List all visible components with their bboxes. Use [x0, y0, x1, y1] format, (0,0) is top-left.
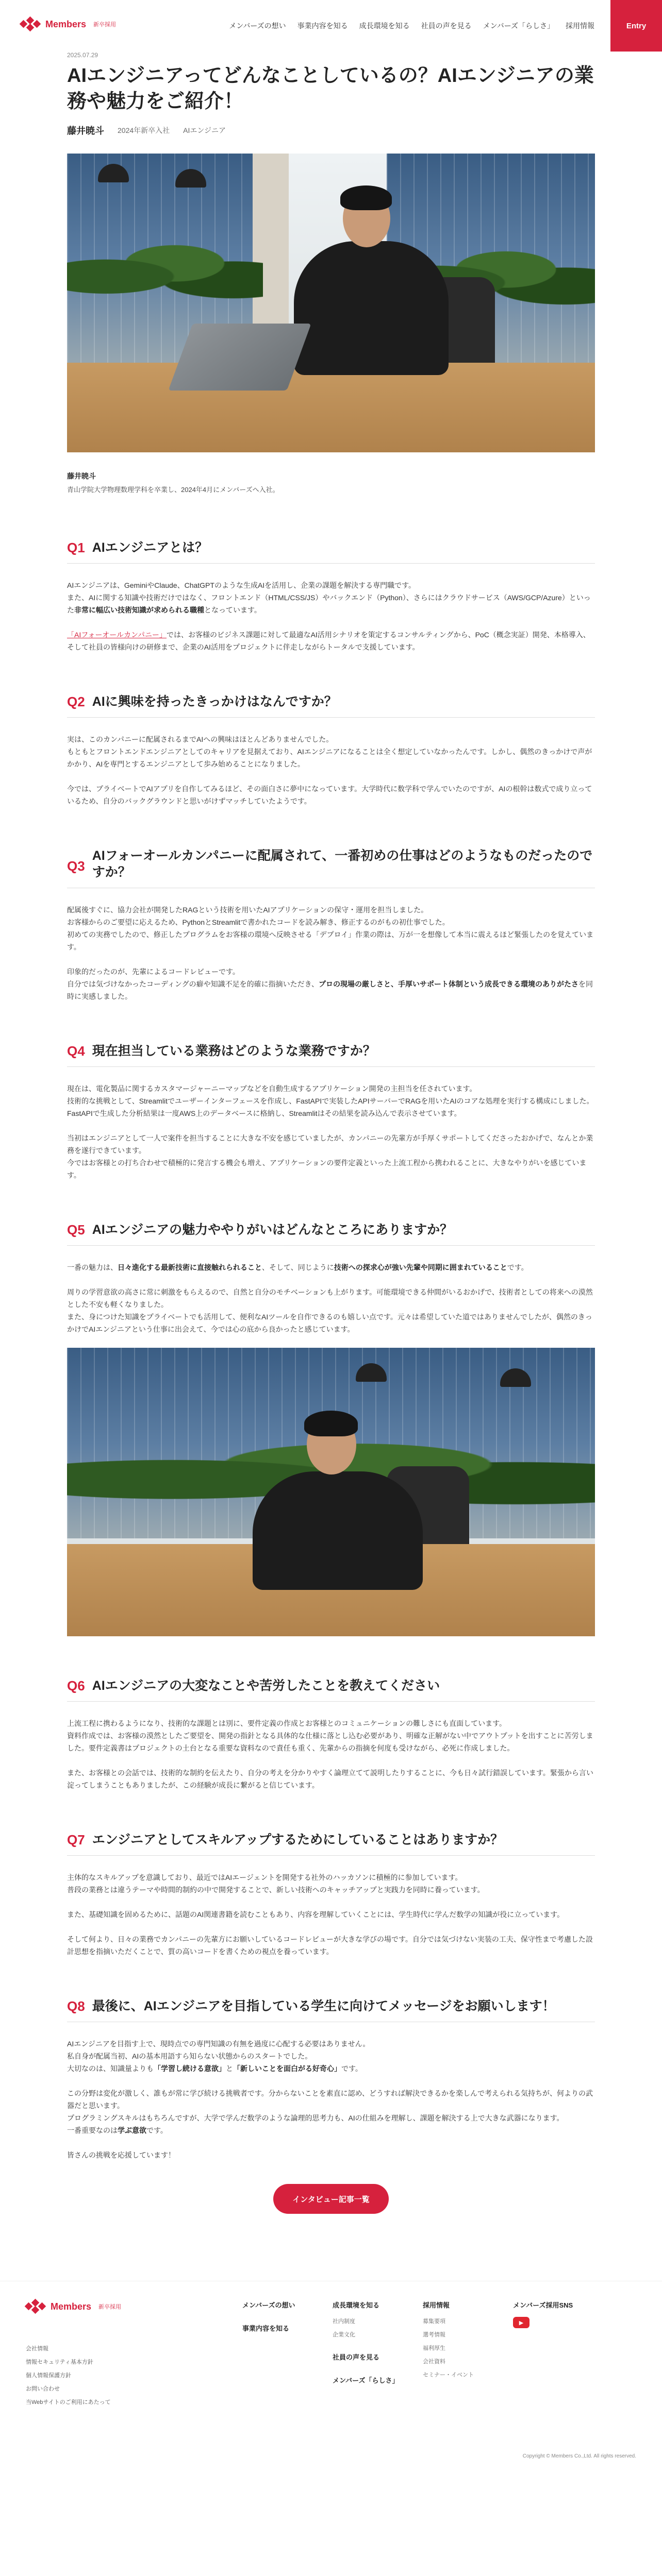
question-8: [67, 1998, 595, 2161]
answer-paragraph: 上流工程に携わるようになり、技術的な課題とは別に、要件定義の作成とお客様とのコミュニケーションの難しさにも直面しています。 資料作成では、お客様の漠然としたご要望を、開発の指針となる具体的な仕様に落とし込む必要があり、明確な正解がない中でアウトプットを出すことに苦労しました。要件定義書はプロジェクトの土台となる重要な資料なので責任も重く、先輩からの指摘を何度も受けながら、必死に作成しました。: [67, 1719, 593, 1752]
nav-item-business[interactable]: 事業内容を知る: [297, 22, 348, 30]
footer-link-company[interactable]: 会社情報: [26, 2346, 48, 2352]
question-number: Q8: [67, 1998, 85, 2014]
copyright: Copyright © Members Co.,Ltd. All rights reserved.: [522, 2453, 636, 2459]
question-5: [67, 1222, 595, 1335]
question-number: Q1: [67, 540, 85, 555]
footer-title-business[interactable]: 事業内容を知る: [242, 2325, 290, 2332]
main-nav: [223, 21, 600, 31]
footer-link-terms[interactable]: 当Webサイトのご利用にあたって: [26, 2399, 111, 2405]
footer-item-materials[interactable]: 会社資料: [423, 2359, 445, 2365]
answer-paragraph: また、お客様との会話では、技術的な制約を伝えたり、自分の考えを分かりやすく論理立てて説明したりすることに、今も日々試行錯誤しています。緊張から言い淀ってしまうこともありましたが、この経験が成長に繋がると信じています。: [67, 1769, 593, 1789]
answer-paragraph: 当初はエンジニアとして一人で案件を担当することに大きな不安を感じていましたが、カンパニーの先輩方が手厚くサポートしてくださったおかげで、なんとか業務を遂行できています。 今ではお客様との打ち合わせで積極的に発言する機会も増え、アプリケーションの要件定義といった上流工程から携われることに、大きなやりがいを感じています。: [67, 1134, 593, 1179]
logo-mark-icon: [26, 2300, 45, 2313]
author-role: AIエンジニア: [183, 126, 226, 134]
question-number: Q4: [67, 1043, 85, 1059]
footer-link-privacy[interactable]: 個人情報保護方針: [26, 2372, 71, 2379]
nav-item-philosophy[interactable]: メンバーズの想い: [229, 22, 286, 30]
footer-item-selection[interactable]: 選考情報: [423, 2332, 445, 2338]
answer-paragraph: 「AIフォーオールカンパニー」では、お客様のビジネス課題に対して最適なAI活用シナリオを策定するコンサルティングから、PoC（概念実証）開発、本格導入、そして社員の皆様向けの研修まで、企業のAI活用をプロジェクトに伴走しながらトータルで支援しています。: [67, 631, 590, 651]
footer-logo[interactable]: [26, 2300, 242, 2313]
article-date: 2025.07.29: [67, 52, 98, 59]
nav-item-growth[interactable]: 成長環境を知る: [359, 22, 410, 30]
question-heading: [67, 1998, 595, 2022]
question-7: [67, 1832, 595, 1958]
question-title: AIエンジニアの大変なことや苦労したことを教えてください: [92, 1679, 440, 1693]
footer-item-events[interactable]: セミナー・イベント: [423, 2372, 474, 2378]
nav-item-culture[interactable]: メンバーズ「らしさ」: [483, 22, 554, 30]
question-heading: [67, 1222, 595, 1246]
footer-col-3: [423, 2300, 513, 2411]
ai-for-all-company-link[interactable]: 「AIフォーオールカンパニー」: [67, 631, 167, 639]
question-heading: [67, 1677, 595, 1702]
question-number: Q7: [67, 1832, 85, 1848]
question-heading: [67, 848, 595, 888]
question-number: Q3: [67, 858, 85, 874]
answer-paragraph: この分野は変化が激しく、誰もが常に学び続ける挑戦者です。分からないことを素直に認め、どうすれば解決できるかを楽しんで考えられる気持ちが、何よりの武器だと思います。 プログラミングスキルはもちろんですが、大学で学んだ数学のような論理的思考力も、AIの仕組みを理解し、課題を解決する上で大きな武器になります。 一番重要なのは学ぶ意欲です。: [67, 2089, 593, 2134]
nav-item-voices[interactable]: 社員の声を見る: [421, 22, 472, 30]
footer-col-2: [333, 2300, 423, 2411]
question-3: [67, 848, 595, 1003]
footer-title-sns: メンバーズ採用SNS: [513, 2301, 573, 2309]
answer-paragraph: そして何より、日々の業務でカンパニーの先輩方にお願いしているコードレビューが大きな学びの場です。自分では気づけない実装の工夫、保守性まで考慮した設計思想を指摘いただくことで、質の高いコードを書くための視点を養っています。: [67, 1935, 593, 1956]
footer-inner: [26, 2300, 636, 2411]
answer-paragraph: 実は、このカンパニーに配属されるまでAIへの興味はほとんどありませんでした。 もともとフロントエンドエンジニアとしてのキャリアを見据えており、AIエンジニアになることは全く想定していなかったんです。しかし、偶然のきっかけで声がかかり、AIを専門とするエンジニアとして歩み始めることになりました。: [67, 735, 592, 768]
answer-paragraph: 今では、プライベートでAIアプリを自作してみるほど、その面白さに夢中になっています。大学時代に数学科で学んでいたのですが、AIの根幹は数式で成り立っているため、自分のバックグラウンドと思いがけずマッチしていたようです。: [67, 785, 592, 805]
answer-paragraph: 印象的だったのが、先輩によるコードレビューです。 自分では気づけなかったコーディングの癖や知識不足を的確に指摘いただき、プロの現場の厳しさと、手厚いサポート体制という成長できる環境のありがたさを同時に実感しました。: [67, 968, 593, 1001]
question-title: 最後に、AIエンジニアを目指している学生に向けてメッセージをお願いします！: [92, 1999, 555, 2013]
question-title: AIフォーオールカンパニーに配属されて、一番初めの仕事はどのようなものだったのですか？: [92, 849, 593, 879]
article: [67, 52, 595, 2214]
answer-paragraph: 主体的なスキルアップを意識しており、最近ではAIエージェントを開発する社外のハッカソンに積極的に参加しています。 普段の業務とは違うテーマや時間的制約の中で開発することで、新しい技術へのキャッチアップと実践力を同時に養っています。: [67, 1873, 485, 1894]
question-number: Q5: [67, 1222, 85, 1238]
question-4: [67, 1043, 595, 1181]
cta-wrapper: [67, 2184, 595, 2214]
answer-paragraph: 一番の魅力は、日々進化する最新技術に直接触れられること、そして、同じように技術への探求心が強い先輩や同期に囲まれていることです。: [67, 1263, 528, 1272]
author-caption: [67, 471, 595, 494]
footer-left: [26, 2300, 242, 2411]
footer-link-contact[interactable]: お問い合わせ: [26, 2386, 60, 2392]
article-title: AIエンジニアってどんなことしているの？AIエンジニアの業務や魅力をご紹介！: [67, 65, 594, 112]
question-title: 現在担当している業務はどのような業務ですか？: [92, 1044, 376, 1058]
footer-col-4: [513, 2300, 603, 2411]
answer-paragraph: 周りの学習意欲の高さに常に刺激をもらえるので、自然と自分のモチベーションも上がります。可能環境できる仲間がいるおかげで、技術者としての将来への漠然とした不安も軽くなりました。 また、身につけた知識をプライベートでも活用して、便利なAIツールを自作できるのも嬉しい点です。元々は希望していた道ではありませんでしたが、偶然のきっかけでAIエンジニアという仕事に出会えて、今では心の底から良かったと感じています。: [67, 1288, 593, 1333]
site-logo[interactable]: [21, 18, 116, 31]
question-2: [67, 693, 595, 807]
author-name: 藤井暁斗: [67, 126, 104, 136]
hero-photo: [67, 154, 595, 452]
footer-logo-sub: 新卒採用: [98, 2304, 122, 2310]
answer-paragraph: また、基礎知識を固めるために、話題のAI関連書籍を読むこともあり、内容を理解していくことには、学生時代に学んだ数学の知識が役に立っています。: [67, 1910, 565, 1919]
caption-text: 青山学院大学物理数理学科を卒業し、2024年4月にメンバーズへ入社。: [67, 486, 279, 494]
question-title: AIエンジニアとは？: [92, 540, 208, 555]
question-number: Q2: [67, 694, 85, 709]
question-title: AIに興味を持ったきっかけはなんですか？: [92, 694, 337, 709]
footer-col-1: [242, 2300, 333, 2411]
footer-title-growth[interactable]: 成長環境を知る: [333, 2301, 380, 2309]
answer-paragraph: AIエンジニアは、GeminiやClaude、ChatGPTのような生成AIを活用し、企業の課題を解決する専門職です。 また、AIに関する知識や技術だけではなく、フロントエンド（HTML/CSS/JS）やバックエンド（Python）、さらにはクラウドサービス（AWS/GCP/Azure）といった非常に幅広い技術知識が求められる職種となっています。: [67, 581, 591, 614]
footer-title-recruit[interactable]: 採用情報: [423, 2301, 450, 2309]
question-heading: [67, 539, 595, 564]
answer-paragraph: 皆さんの挑戦を応援しています！: [67, 2151, 175, 2159]
footer-title-rashisa[interactable]: メンバーズ「らしさ」: [333, 2377, 399, 2384]
question-heading: [67, 693, 595, 718]
logo-text: Members: [45, 19, 87, 29]
footer-title-philosophy[interactable]: メンバーズの想い: [242, 2301, 295, 2309]
site-header: [0, 0, 662, 52]
question-title: エンジニアとしてスキルアップするためにしていることはありますか？: [92, 1833, 504, 1847]
footer-links: [26, 2344, 242, 2406]
entry-button[interactable]: Entry: [610, 0, 662, 52]
footer-link-security[interactable]: 情報セキュリティ基本方針: [26, 2359, 93, 2365]
question-6: [67, 1677, 595, 1791]
footer-item-requirements[interactable]: 募集要項: [423, 2318, 445, 2325]
question-heading: [67, 1043, 595, 1067]
answer-paragraph: 現在は、電化製品に関するカスタマージャーニーマップなどを自動生成するアプリケーション開発の主担当を任されています。 技術的な挑戦として、Streamlitでユーザーインターフェースを作成し、FastAPIで実装したAPIサーバーでRAGを用いたAIのコアな処理を実行する構成にしました。 FastAPIで生成した分析結果は一度AWS上のデータベースに格納し、Streamlitはその結果を読み込んで表示させています。: [67, 1084, 594, 1117]
answer-paragraph: AIエンジニアを目指す上で、現時点での専門知識の有無を過度に心配する必要はありません。 私自身が配属当初、AIの基本用語すら知らない状態からのスタートでした。 大切なのは、知識量よりも「学習し続ける意欲」と「新しいことを面白がる好奇心」です。: [67, 2040, 370, 2073]
answer-paragraph: 配属後すぐに、協力会社が開発したRAGという技術を用いたAIアプリケーションの保守・運用を担当しました。 お客様からのご要望に応えるため、PythonとStreamlitで書かれたコードを読み解き、修正するのがもの初仕事でした。 初めての実務でしたので、修正したプログラムをお客様の環境へ反映させる「デプロイ」作業の際は、万が一を想像して本当に震えるほど緊張したのを覚えています。: [67, 906, 594, 951]
question-1: [67, 539, 595, 653]
site-footer: [0, 2281, 662, 2466]
youtube-icon[interactable]: ▶: [513, 2317, 529, 2328]
interview-list-button[interactable]: インタビュー記事一覧: [273, 2184, 389, 2214]
question-title: AIエンジニアの魅力ややりがいはどんなところにありますか？: [92, 1223, 453, 1237]
interview-photo: [67, 1348, 595, 1636]
footer-title-voices[interactable]: 社員の声を見る: [333, 2353, 380, 2361]
logo-mark-icon: [21, 18, 40, 31]
logo-sub: 新卒採用: [93, 22, 117, 28]
question-heading: [67, 1832, 595, 1856]
question-number: Q6: [67, 1678, 85, 1693]
author-year: 2024年新卒入社: [118, 126, 170, 134]
footer-item-benefits[interactable]: 福利厚生: [423, 2345, 445, 2351]
caption-name: 藤井暁斗: [67, 472, 96, 480]
footer-item-culture[interactable]: 企業文化: [333, 2332, 355, 2338]
footer-logo-text: Members: [51, 2301, 92, 2312]
nav-item-recruit[interactable]: 採用情報: [566, 22, 594, 30]
author-row: [67, 124, 595, 137]
footer-item-system[interactable]: 社内制度: [333, 2318, 355, 2325]
